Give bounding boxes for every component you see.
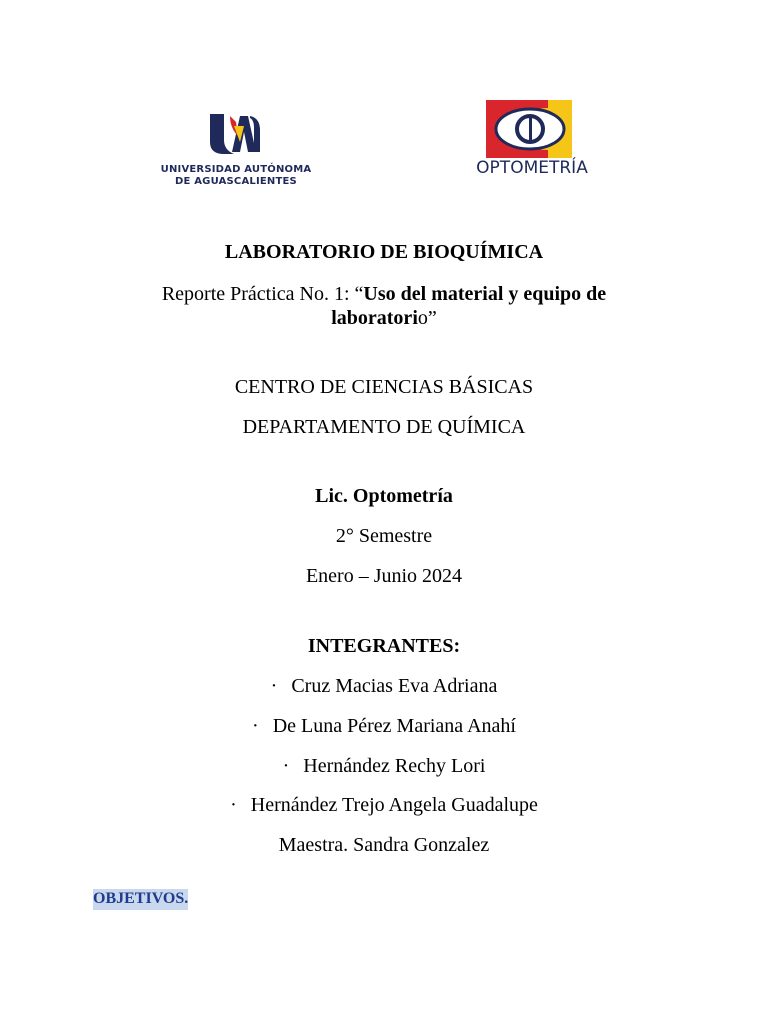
semester: 2° Semestre [335,525,433,547]
member-name: Hernández Rechy Lori [303,755,486,777]
list-item [0,714,768,738]
report-prefix: Reporte Práctica No. 1: “ [161,283,364,305]
optometria-wordmark: OPTOMETRÍA [476,158,588,178]
list-item [0,754,768,778]
bullet-icon: · [230,794,237,816]
bullet-icon: · [270,675,278,697]
members-heading: INTEGRANTES: [307,635,461,657]
bullet-icon: · [252,715,259,737]
report-title-line2-tail: o” [417,307,437,329]
member-name: De Luna Pérez Mariana Anahí [272,715,516,737]
uaa-monogram-icon [204,108,264,158]
bullet-icon: · [282,755,290,777]
optometria-logo [458,96,606,184]
list-item [0,674,768,698]
department-name: DEPARTAMENTO DE QUÍMICA [242,416,526,438]
objectives-heading: OBJETIVOS. [93,889,188,910]
center-name: CENTRO DE CIENCIAS BÁSICAS [234,376,534,398]
teacher-name: Maestra. Sandra Gonzalez [278,834,490,856]
report-title-line2 [0,306,768,330]
list-item [0,793,768,817]
member-name: Hernández Trejo Angela Guadalupe [250,794,538,816]
university-logo [160,108,312,186]
period: Enero – Junio 2024 [305,565,463,587]
university-name-line2: DE AGUASCALIENTES [175,176,297,187]
university-name-line1: UNIVERSIDAD AUTÓNOMA [160,164,312,175]
eye-emblem-icon [486,100,572,158]
program-name: Lic. Optometría [315,485,453,507]
lab-title: LABORATORIO DE BIOQUÍMICA [224,241,544,263]
report-title-bold: Uso del material y equipo de [363,283,607,305]
report-title-line1 [0,282,768,306]
member-name: Cruz Macias Eva Adriana [291,675,498,697]
report-title-line2-bold: laboratori [331,307,418,329]
